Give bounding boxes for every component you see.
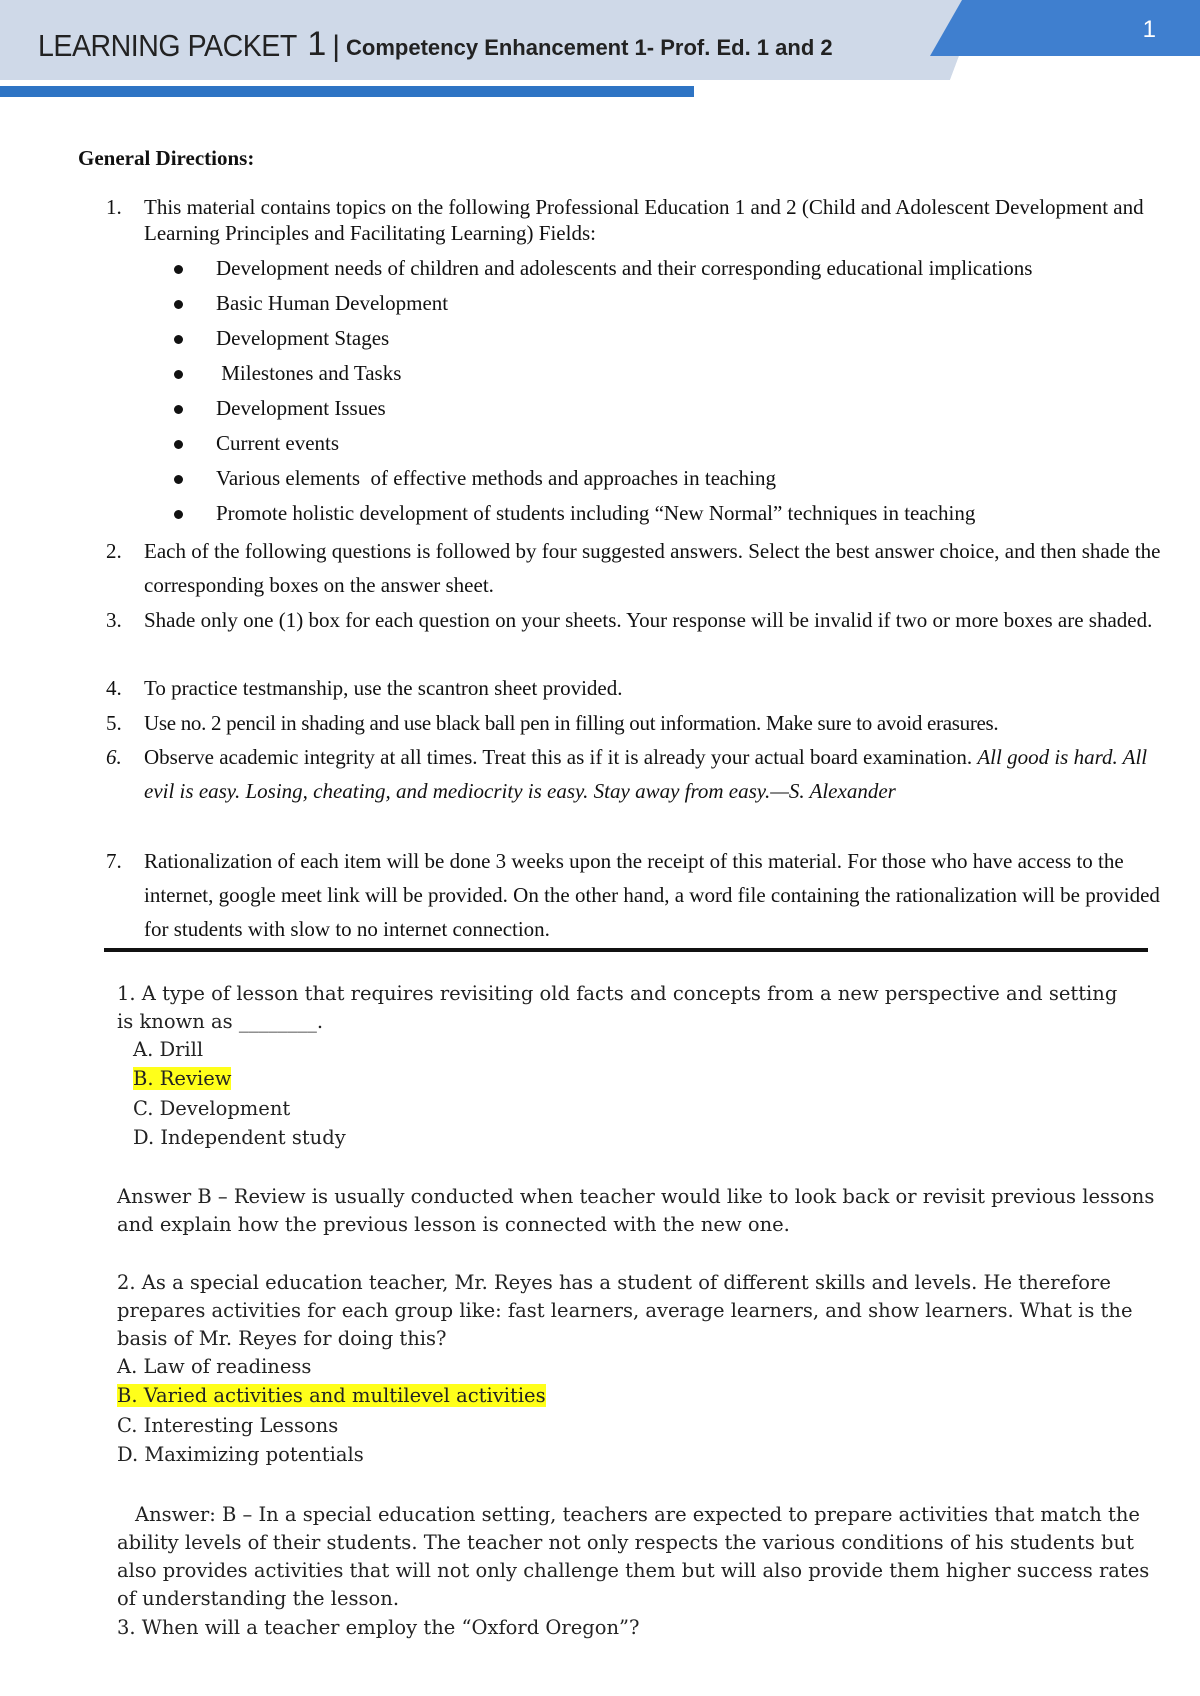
topic-text: Development Stages	[216, 326, 390, 350]
topic-text: Basic Human Development	[216, 291, 449, 315]
page-number: 1	[1142, 16, 1156, 43]
direction-text: Rationalization of each item will be done 3 weeks upon the receipt of this material. For those who have access to the internet, google meet link will be provided. On the other hand, a word file containing the rationalization will be provided for students with slow to no internet connection.	[144, 849, 1160, 941]
bullet-dot	[174, 335, 183, 344]
packet-number: 1	[307, 25, 327, 63]
direction-number: 5.	[106, 711, 122, 735]
q1-option-b	[133, 1065, 1183, 1093]
direction-text: Use no. 2 pencil in shading and use black ball pen in filling out information. Make sure to avoid erasures.	[144, 711, 999, 735]
bullet-dot	[174, 265, 183, 274]
bullet-dot	[174, 440, 183, 449]
direction-number: 1.	[106, 195, 122, 219]
direction-quote: All good is hard. All evil is easy. Losing, cheating, and mediocrity is easy. Stay away from easy.—S. Alexander	[144, 745, 1148, 803]
direction-text: Observe academic integrity at all times. Treat this as if it is already your actual board examination.	[144, 745, 973, 769]
q1-option-b-highlight: B. Review	[133, 1067, 232, 1090]
q1-answer: Answer B – Review is usually conducted when teacher would like to look back or revisit previous lessons and explain how the previous lesson is connected with the new one.	[117, 1185, 1155, 1236]
q1-option-a: A. Drill	[133, 1038, 204, 1061]
direction-number: 4.	[106, 676, 122, 700]
topic-text: Current events	[216, 431, 340, 455]
direction-number: 2.	[106, 539, 122, 563]
direction-number: 3.	[106, 608, 122, 632]
q2-answer: Answer: B – In a special education setting, teachers are expected to prepare activities that match the ability levels of their students. The teacher not only respects the various conditions of his students but also provides activities that will not only challenge them but will also provide them higher success rates of understanding the lesson.	[117, 1503, 1150, 1610]
direction-text: Shade only one (1) box for each question on your sheets. Your response will be invalid if two or more boxes are shaded.	[144, 608, 1153, 632]
topic-text: Development Issues	[216, 396, 386, 420]
topic-text: Development needs of children and adolescents and their corresponding educational implications	[216, 256, 1033, 280]
direction-number: 7.	[106, 849, 122, 873]
course-title: Competency Enhancement 1- Prof. Ed. 1 and 2	[346, 35, 833, 60]
header-underline-bar	[0, 86, 694, 97]
question-2-text: 2. As a special education teacher, Mr. Reyes has a student of different skills and levels. He therefore prepares activities for each group like: fast learners, average learners, and show learners. What is the basis of Mr. Reyes for doing this?	[117, 1271, 1133, 1350]
header-accent-shape	[930, 0, 1200, 56]
q2-option-d: D. Maximizing potentials	[117, 1443, 364, 1466]
direction-text-wrap	[144, 740, 1166, 808]
direction-text: Each of the following questions is followed by four suggested answers. Select the best answer choice, and then shade the corresponding boxes on the answer sheet.	[144, 539, 1161, 597]
bullet-dot	[174, 405, 183, 414]
topic-text: Promote holistic development of students including “New Normal” techniques in teaching	[216, 501, 976, 525]
packet-label: LEARNING PACKET	[38, 28, 297, 63]
general-directions-title: General Directions:	[78, 146, 255, 170]
header-title	[38, 24, 833, 64]
bullet-dot	[174, 475, 183, 484]
q2-option-b	[117, 1382, 1167, 1410]
topic-text: Milestones and Tasks	[216, 361, 402, 385]
bullet-dot	[174, 510, 183, 519]
topic-text: Various elements of effective methods and approaches in teaching	[216, 466, 776, 490]
q1-option-c: C. Development	[133, 1097, 291, 1120]
direction-number: 6.	[106, 745, 122, 769]
direction-text: This material contains topics on the following Professional Education 1 and 2 (Child and Adolescent Development and Learning Principles and Facilitating Learning) Fields:	[144, 195, 1144, 245]
q2-option-a: A. Law of readiness	[117, 1355, 312, 1378]
q1-option-d: D. Independent study	[133, 1126, 346, 1149]
question-1-text: 1. A type of lesson that requires revisiting old facts and concepts from a new perspective and setting is known as ________.	[117, 982, 1118, 1033]
direction-text: To practice testmanship, use the scantron sheet provided.	[144, 676, 623, 700]
q2-option-c: C. Interesting Lessons	[117, 1414, 339, 1437]
header-separator: |	[332, 30, 341, 63]
bullet-dot	[174, 370, 183, 379]
question-3-text: 3. When will a teacher employ the “Oxford Oregon”?	[117, 1616, 640, 1639]
q2-option-b-highlight: B. Varied activities and multilevel activities	[117, 1384, 546, 1407]
bullet-dot	[174, 300, 183, 309]
section-divider	[104, 948, 1148, 952]
